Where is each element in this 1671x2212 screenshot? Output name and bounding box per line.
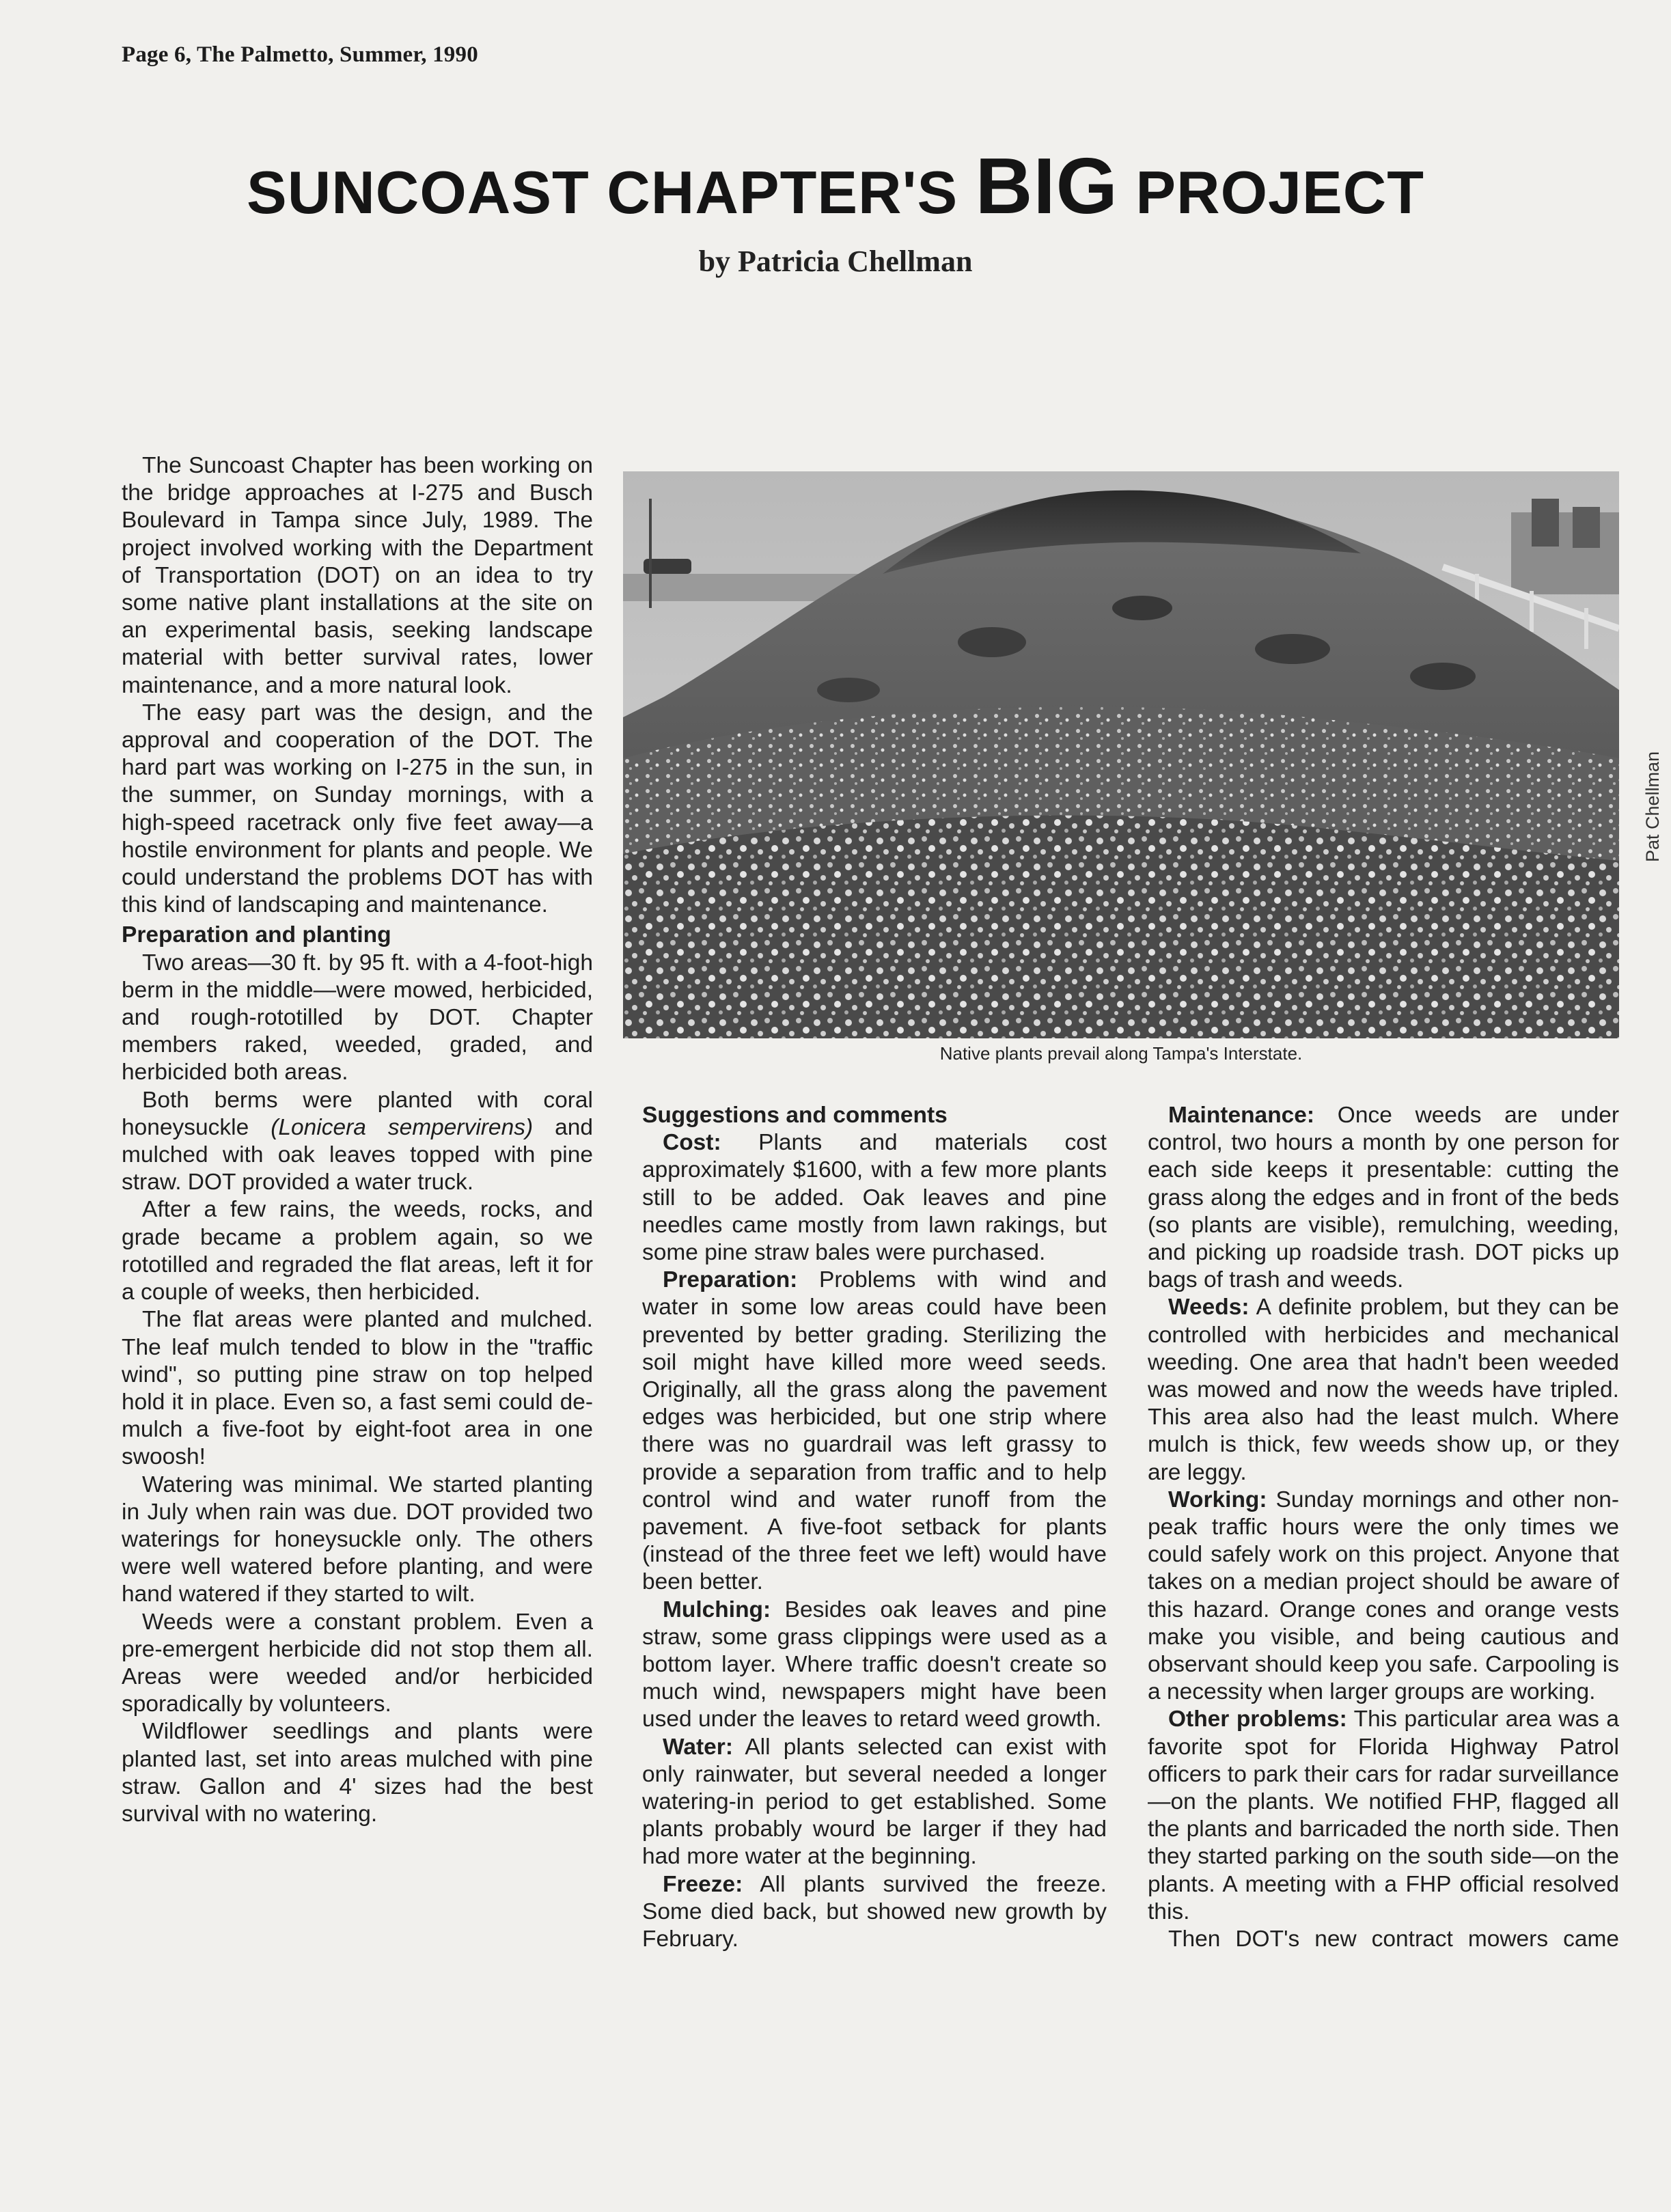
paragraph [642, 1734, 1107, 1871]
paragraph: After a few rains, the weeds, rocks, and grade became a problem again, so we rototilled and regraded the flat areas, left it for a couple of weeks, then herbicided. [122, 1197, 593, 1305]
paragraph [642, 1267, 1107, 1596]
byline: by Patricia Chellman [698, 245, 973, 278]
run-in-heading: Maintenance: [1168, 1103, 1315, 1128]
article-column-2 [642, 1102, 1107, 1953]
text-run: A definite problem, but they can be controlled with herbicides and mechanical weeding. One area that hadn't been weeded was mowed and now the weeds have tripled. This area also had the least mulch. Where mulch is thick, few weeds show up, or they are leggy. [1148, 1295, 1619, 1485]
article-column-1 [122, 452, 593, 1828]
text-run: Plants and materials cost approximately $1600, with a few more plants still to be added. Oak leaves and pine needles came mostly from lawn rakings, but some pine straw bales were purchased. [642, 1130, 1107, 1266]
headline-part-1: SUNCOAST CHAPTER'S [247, 158, 976, 226]
paragraph [1148, 1102, 1619, 1294]
text-run: Besides oak leaves and pine straw, some grass clippings were used as a bottom layer. Where traffic doesn't create so much wind, newspapers might have been used under the leaves to retard weed growth. [642, 1596, 1107, 1732]
text-run: Problems with wind and water in some low areas could have been prevented by better grading. Sterilizing the soil might have killed more weed seeds. Originally, all the grass along the pavement edges was herbicided, but one strip where there was no guardrail was left grassy to provide a separation from traffic and to help control wind and water runoff from the pavement. A five-foot setback for plants (instead of the three feet we left) would have been better. [642, 1267, 1107, 1595]
paragraph: Watering was minimal. We started planting in July when rain was due. DOT provided two waterings for honeysuckle only. The others were well watered before planting, and were hand watered if they started to wilt. [122, 1471, 593, 1607]
run-in-heading: Weeds: [1168, 1295, 1249, 1321]
paragraph [1148, 1706, 1619, 1926]
article-headline [0, 140, 1671, 232]
paragraph [1148, 1294, 1619, 1486]
paragraph: The Suncoast Chapter has been working on the bridge approaches at I-275 and Busch Boulevard in Tampa since July, 1989. The project involved working with the Department of Transportation (DOT) on an idea to try some native plant installations at the site on an experimental basis, seeking landscape material with better survival rates, lower maintenance, and a more natural look. [122, 453, 593, 698]
run-in-heading: Freeze: [663, 1871, 743, 1897]
text-run: and mulched with oak leaves topped with pine straw. DOT provided a water truck. [122, 1114, 593, 1195]
paragraph [642, 1871, 1107, 1954]
text-run: Sunday mornings and other non-peak traffic hours were the only times we could safely work on this project. Anyone that takes on a median project should be aware of this hazard. Orange cones and orange vests make you visible, and being cautious and observant should keep you safe. Carpooling is a necessity when larger groups are working. [1148, 1487, 1619, 1705]
run-in-heading: Other problems: [1168, 1706, 1347, 1732]
paragraph [642, 1596, 1107, 1734]
run-in-heading: Preparation: [663, 1267, 798, 1293]
run-in-heading: Working: [1168, 1487, 1267, 1512]
paragraph [1148, 1487, 1619, 1706]
paragraph: Weeds were a constant problem. Even a pre-emergent herbicide did not stop them all. Areas were weeded and/or herbicided sporadically by volunteers. [122, 1609, 593, 1717]
paragraph: The flat areas were planted and mulched. The leaf mulch tended to blow in the "traffic wind", so putting pine straw on top helped hold it in place. Even so, a fast semi could de-mulch a five-foot by eight-foot area in one swoosh! [122, 1307, 593, 1470]
text-run: Both berms were planted with coral honeysuckle [122, 1087, 593, 1140]
paragraph: The easy part was the design, and the approval and cooperation of the DOT. The hard part was working on I-275 in the sun, in the summer, on Sunday mornings, with a high-speed racetrack only five feet away—a hostile environment for plants and people. We could understand the problems DOT has with this kind of landscaping and maintenance. [122, 700, 593, 918]
text-run: Once weeds are under control, two hours a month by one person for each side keeps it presentable: cutting the grass along the edges and in front of the beds (so plants are visible), remulching, weeding, and picking up roadside trash. DOT picks up bags of trash and weeds. [1148, 1103, 1619, 1293]
headline-big-word: BIG [975, 141, 1118, 230]
paragraph [642, 1129, 1107, 1267]
paragraph [122, 1087, 593, 1197]
section-heading: Preparation and planting [122, 922, 391, 948]
page-folio: Page 6, The Palmetto, Summer, 1990 [122, 42, 478, 67]
photo-credit: Pat Chellman [1642, 751, 1663, 862]
text-run: All plants selected can exist with only rainwater, but several needed a longer watering-in period to get established. Some plants probably wourd be larger if they had had more water at the beginning. [642, 1734, 1107, 1870]
headline-part-2: PROJECT [1118, 158, 1424, 226]
scientific-name: (Lonicera sempervirens) [271, 1114, 534, 1140]
text-run: All plants survived the freeze. Some died back, but showed new growth by February. [642, 1871, 1107, 1952]
run-in-heading: Mulching: [663, 1596, 771, 1622]
photo-caption: Native plants prevail along Tampa's Interstate. [939, 1043, 1303, 1064]
paragraph: Then DOT's new contract mowers came [1168, 1926, 1619, 1952]
paragraph: Wildflower seedlings and plants were planted last, set into areas mulched with pine straw. Gallon and 4' sizes had the best survival with no watering. [122, 1719, 593, 1827]
run-in-heading: Cost: [663, 1130, 721, 1156]
article-column-3 [1148, 1102, 1619, 1953]
text-run: This particular area was a favorite spot for Florida Highway Patrol officers to park their cars for radar surveillance—on the plants. We notified FHP, flagged all the plants and barricaded the north side. Then they started parking on the south side—on the plants. A meeting with a FHP official resolved this. [1148, 1706, 1619, 1924]
roadside-wildflower-photo [623, 471, 1619, 1038]
section-heading: Suggestions and comments [642, 1103, 948, 1128]
photo-illustration [623, 471, 1619, 1038]
paragraph: Two areas—30 ft. by 95 ft. with a 4-foot-high berm in the middle—were mowed, herbicided, and rough-rototilled by DOT. Chapter members raked, weeded, graded, and herbicided both areas. [122, 950, 593, 1086]
run-in-heading: Water: [663, 1734, 733, 1760]
